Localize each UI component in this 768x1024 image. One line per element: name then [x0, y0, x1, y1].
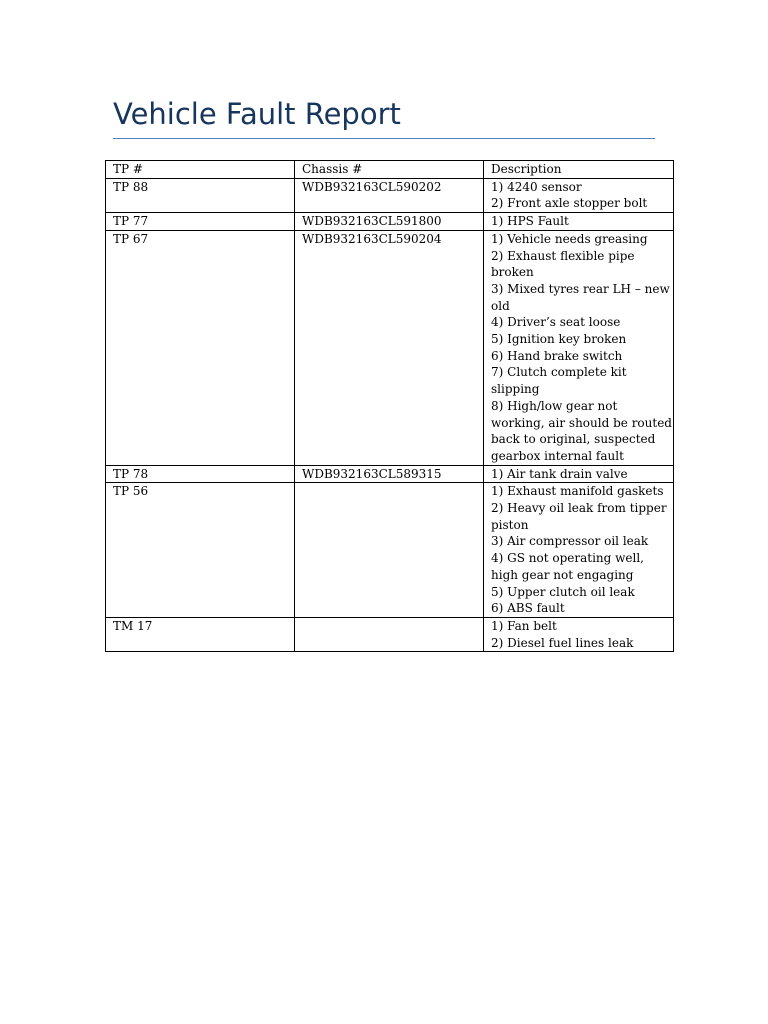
header-tp: TP #	[106, 161, 295, 179]
cell-tp: TP 78	[106, 465, 295, 483]
cell-description	[484, 213, 674, 231]
cell-chassis: WDB932163CL590204	[295, 230, 484, 465]
table-header-row	[106, 161, 674, 179]
fault-item: 1) Exhaust manifold gaskets	[491, 484, 664, 499]
cell-description	[484, 465, 674, 483]
cell-chassis	[295, 483, 484, 618]
fault-item: 1) 4240 sensor	[491, 179, 582, 194]
fault-item: 5) Ignition key broken	[491, 332, 627, 347]
fault-item: 4) Driver’s seat loose	[491, 315, 621, 330]
cell-tp: TP 67	[106, 230, 295, 465]
cell-chassis: WDB932163CL591800	[295, 213, 484, 231]
title-underline	[113, 138, 655, 139]
fault-item: 4) GS not operating well, high gear not engaging	[491, 551, 644, 582]
fault-item: 7) Clutch complete kit slipping	[491, 365, 627, 397]
table-row	[106, 213, 674, 231]
cell-tp: TM 17	[106, 617, 295, 651]
header-chassis: Chassis #	[295, 161, 484, 179]
cell-tp: TP 88	[106, 178, 295, 212]
fault-item: 6) Hand brake switch	[491, 348, 623, 363]
table-row	[106, 617, 674, 651]
header-description: Description	[484, 161, 674, 179]
fault-item: 3) Mixed tyres rear LH – new old	[491, 281, 670, 313]
fault-item: 1) Air tank drain valve	[491, 466, 628, 481]
fault-item: 6) ABS fault	[491, 601, 565, 616]
cell-description	[484, 230, 674, 465]
fault-item: 2) Heavy oil leak from tipper piston	[491, 501, 667, 532]
cell-tp: TP 56	[106, 483, 295, 618]
fault-item: 5) Upper clutch oil leak	[491, 584, 635, 599]
table-row	[106, 483, 674, 618]
fault-item: 2) Exhaust flexible pipe broken	[491, 248, 635, 280]
fault-item: 3) Air compressor oil leak	[491, 534, 649, 549]
fault-item: 1) HPS Fault	[491, 214, 569, 229]
table-row	[106, 178, 674, 212]
document-title: Vehicle Fault Report	[113, 97, 401, 131]
fault-item: 1) Fan belt	[491, 618, 557, 633]
fault-item: 1) Vehicle needs greasing	[491, 231, 648, 246]
fault-item: 2) Diesel fuel lines leak	[491, 635, 634, 650]
cell-description	[484, 483, 674, 618]
table-row	[106, 230, 674, 465]
cell-description	[484, 178, 674, 212]
table-row	[106, 465, 674, 483]
cell-description	[484, 617, 674, 651]
cell-chassis: WDB932163CL590202	[295, 178, 484, 212]
fault-item: 8) High/low gear not working, air should be routed back to original, suspected gearbox internal fault	[491, 398, 672, 463]
cell-chassis	[295, 617, 484, 651]
fault-item: 2) Front axle stopper bolt	[491, 196, 648, 211]
cell-tp: TP 77	[106, 213, 295, 231]
fault-table	[105, 160, 674, 652]
cell-chassis: WDB932163CL589315	[295, 465, 484, 483]
